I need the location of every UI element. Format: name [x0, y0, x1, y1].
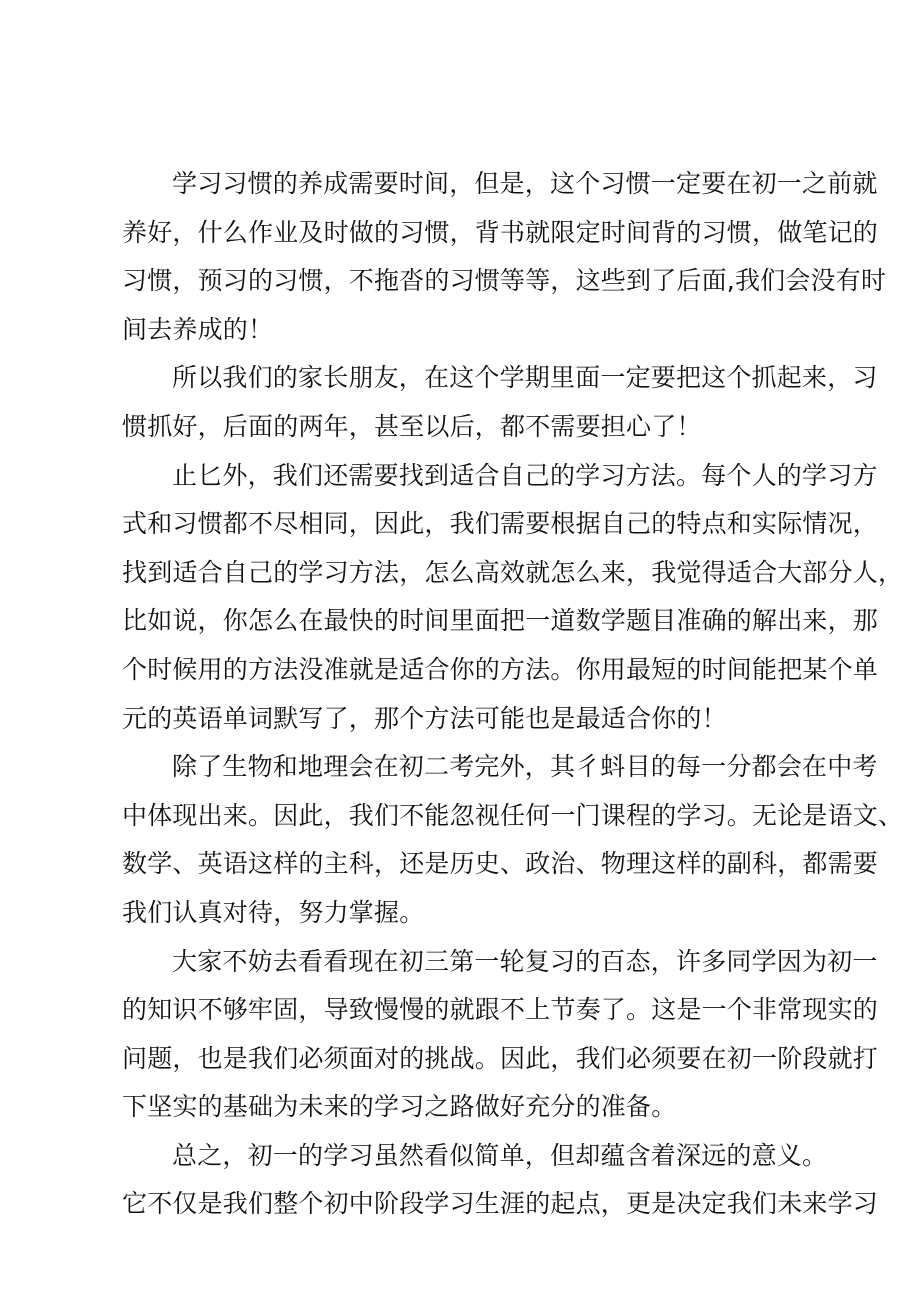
paragraph-3-line-3: 找到适合自己的学习方法，怎么高效就怎么来，我觉得适合大部分人， [122, 557, 904, 587]
paragraph-5-line-2: 的知识不够牢固，导致慢慢的就跟不上节奏了。这是一个非常现实的 [122, 995, 879, 1025]
paragraph-6-line-1: 总之，初一的学习虽然看似简单，但却蕴含着深远的意义。 [172, 1140, 828, 1170]
paragraph-1-line-1: 学习习惯的养成需要时间，但是，这个习惯一定要在初一之前就 [172, 169, 878, 198]
paragraph-5-line-4: 下坚实的基础为未来的学习之路做好充分的准备。 [122, 1092, 677, 1122]
paragraph-3-line-6: 元的英语单词默写了，那个方法可能也是最适合你的！ [122, 703, 727, 733]
paragraph-5-line-1: 大家不妨去看看现在初三第一轮复习的百态，许多同学因为初一 [172, 946, 878, 976]
paragraph-4-line-2: 中体现出来。因此，我们不能忽视任何一门课程的学习。无论是语文、 [122, 800, 904, 830]
paragraph-3-line-5: 个时候用的方法没准就是适合你的方法。你用最短的时间能把某个单 [122, 654, 879, 684]
paragraph-3-line-4: 比如说，你怎么在最快的时间里面把一道数学题目准确的解出来，那 [122, 606, 879, 636]
paragraph-2-line-2: 惯抓好，后面的两年，甚至以后，都不需要担心了！ [122, 411, 702, 441]
document-body [122, 160, 904, 1229]
paragraph-2-line-1: 所以我们的家长朋友，在这个学期里面一定要把这个抓起来，习 [172, 363, 878, 393]
paragraph-4-line-4: 我们认真对待，努力掌握。 [122, 897, 425, 927]
paragraph-4-line-1: 除了生物和地理会在初二考完外，其彳蚪目的每一分都会在中考 [172, 752, 878, 782]
paragraph-1-line-2: 养好，什么作业及时做的习惯，背书就限定时间背的习惯，做笔记的 [122, 217, 879, 247]
paragraph-7-line-1: 它不仅是我们整个初中阶段学习生涯的起点，更是决定我们未来学习 [122, 1189, 879, 1219]
paragraph-4-line-3: 数学、英语这样的主科，还是历史、政治、物理这样的副科，都需要 [122, 849, 879, 879]
paragraph-3-line-2: 式和习惯都不尽相同，因此，我们需要根据自己的特点和实际情况， [122, 509, 879, 539]
paragraph-1-line-3: 习惯，预习的习惯，不拖沓的习惯等等，这些到了后面,我们会没有时 [122, 266, 887, 296]
paragraph-1-line-4: 间去养成的！ [122, 314, 274, 344]
paragraph-3-line-1: 止匕外，我们还需要找到适合自己的学习方法。每个人的学习方 [172, 460, 878, 490]
paragraph-5-line-3: 问题，也是我们必须面对的挑战。因此，我们必须要在初一阶段就打 [122, 1043, 879, 1073]
